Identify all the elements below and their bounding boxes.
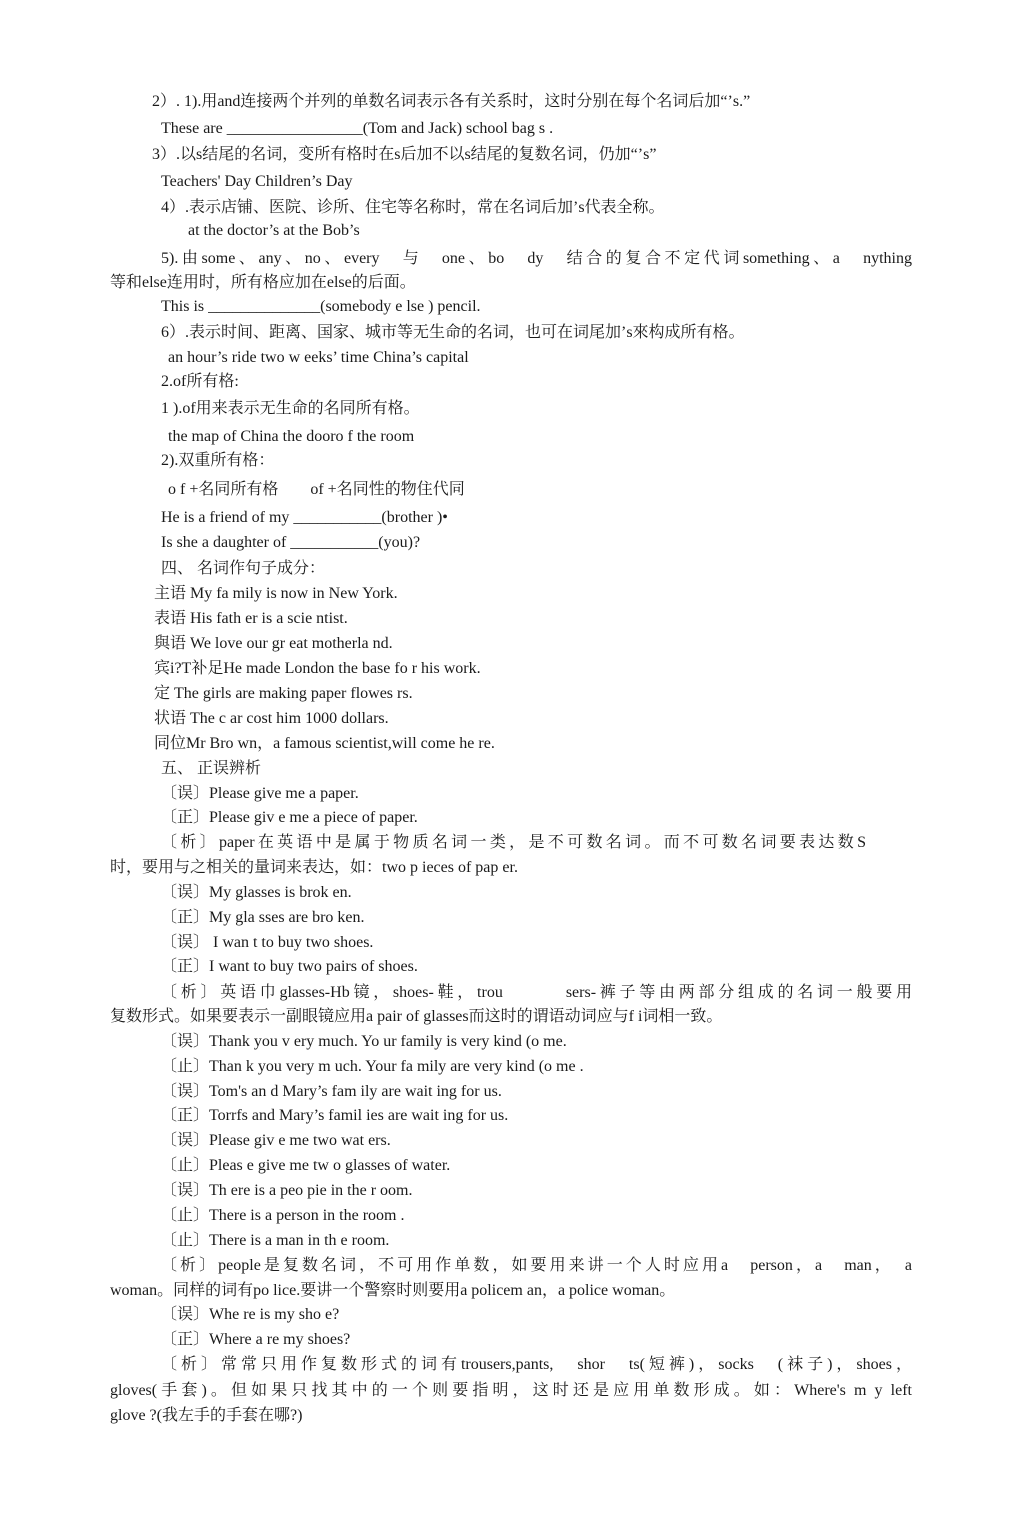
text-line: 〔误〕Thank you v ery much. Yo ur family is very kind (o me. bbox=[161, 1033, 567, 1050]
text-line: 〔误〕Please give me a paper. bbox=[161, 785, 359, 802]
text-line: 宾i?T补足He made London the base fo r his work. bbox=[154, 660, 481, 677]
text-line: 〔析〕people是复数名词，不可用作单数，如要用来讲一个人时应用a person，a man， a bbox=[161, 1257, 912, 1274]
text-line: 6）.表示时间、距离、国家、城市等无生命的名词，也可在词尾加’s來构成所有格。 bbox=[161, 324, 745, 341]
text-line: 四、 名词作句子成分： bbox=[161, 560, 326, 577]
text-line: 〔正〕Please giv e me a piece of paper. bbox=[161, 809, 418, 826]
text-line: 〔误〕 I wan t to buy two shoes. bbox=[161, 934, 374, 951]
text-line: 〔止〕There is a man in th e room. bbox=[161, 1232, 390, 1249]
text-line: 主语 My fa mily is now in New York. bbox=[154, 585, 398, 602]
text-line: 2.of所有格: bbox=[161, 373, 239, 390]
text-line: 时，要用与之相关的量词来表达，如：two p ieces of pap er. bbox=[110, 859, 518, 876]
text-line: 2).双重所有格： bbox=[161, 452, 275, 469]
text-line: 〔止〕There is a person in the room . bbox=[161, 1207, 405, 1224]
text-line: at the doctor’s at the Bob’s bbox=[188, 222, 360, 239]
text-line: o f +名同所有格 of +名同性的物住代同 bbox=[168, 481, 465, 498]
text-line: 同位Mr Bro wn，a famous scientist,will come he re. bbox=[154, 735, 495, 752]
text-line: gloves(手套)。但如果只找其中的一个则要指明，这时还是应用单数形成。如：Where's m y left bbox=[110, 1382, 912, 1399]
text-line: 〔误〕Please giv e me two wat ers. bbox=[161, 1132, 391, 1149]
text-line: the map of China the dooro f the room bbox=[168, 428, 415, 445]
text-line: 3）.以s结尾的名词，变所有格时在s后加不以s结尾的复数名词，仍加“’s” bbox=[152, 146, 657, 163]
text-line: 〔析〕英语巾glasses-Hb镜，shoes-鞋，trou sers-裤子等由两部分组成的名词一般要用 bbox=[161, 984, 912, 1001]
text-line: 等和else连用时，所有格应加在else的后面。 bbox=[110, 274, 416, 291]
text-line: 〔误〕Whe re is my sho e? bbox=[161, 1306, 340, 1323]
text-line: 〔析〕paper在英语中是属于物质名词一类，是不可数名词。而不可数名词要表达数S bbox=[161, 834, 866, 851]
text-line: 五、 正误辨析 bbox=[161, 760, 262, 777]
text-line: 定 The girls are making paper flowes rs. bbox=[154, 685, 413, 702]
text-line: These are _________________(Tom and Jack) school bag s . bbox=[161, 120, 554, 137]
text-line: Teachers' Day Children’s Day bbox=[161, 173, 353, 190]
text-line: 1 ).of用来表示无生命的名同所有格。 bbox=[161, 400, 420, 417]
text-line: 〔析〕常常只用作复数形式的词有trousers,pants, shor ts(短裤)，socks (袜子)，shoes， bbox=[161, 1356, 912, 1373]
text-line: He is a friend of my ___________(brother )• bbox=[161, 509, 448, 526]
text-line: 表语 His fath er is a scie ntist. bbox=[154, 610, 348, 627]
text-line: glove ?(我左手的手套在哪?) bbox=[110, 1407, 303, 1424]
text-line: 〔止〕Pleas e give me tw o glasses of water. bbox=[161, 1157, 451, 1174]
text-line: 状语 The c ar cost him 1000 dollars. bbox=[154, 710, 389, 727]
text-line: 〔正〕Where a re my shoes? bbox=[161, 1331, 351, 1348]
text-line: 〔止〕Than k you very m uch. Your fa mily are very kind (o me . bbox=[161, 1058, 584, 1075]
text-line: 〔误〕Tom's an d Mary’s fam ily are wait ing for us. bbox=[161, 1083, 502, 1100]
text-line: an hour’s ride two w eeks’ time China’s capital bbox=[168, 349, 469, 366]
text-line: 复数形式。如果要表示一副眼镜应用a pair of glasses而这时的谓语动词应与f i词相一致。 bbox=[110, 1008, 723, 1025]
text-line: 4）.表示店铺、医院、诊所、住宅等名称时，常在名词后加’s代表全称。 bbox=[161, 199, 665, 216]
text-line: Is she a daughter of ___________(you)? bbox=[161, 534, 421, 551]
text-line: 〔正〕Torrfs and Mary’s famil ies are wait ing for us. bbox=[161, 1107, 509, 1124]
text-line: woman。同样的词有po lice.要讲一个警察时则要用a policem an，a police woman。 bbox=[110, 1282, 676, 1299]
text-line: 〔误〕My glasses is brok en. bbox=[161, 884, 352, 901]
text-line: 5).由some、any、no、every 与 one、bo dy 结合的复合不定代词something、a nything bbox=[161, 250, 912, 267]
text-line: 2）. 1).用and连接两个并列的单数名词表示各有关系时，这时分别在每个名词后加“’s.” bbox=[152, 93, 751, 110]
text-line: 〔正〕I want to buy two pairs of shoes. bbox=[161, 958, 418, 975]
text-line: 與语 We love our gr eat motherla nd. bbox=[154, 635, 393, 652]
text-line: This is ______________(somebody e lse ) pencil. bbox=[161, 298, 481, 315]
text-line: 〔误〕Th ere is a peo pie in the r oom. bbox=[161, 1182, 413, 1199]
text-line: 〔正〕My gla sses are bro ken. bbox=[161, 909, 365, 926]
